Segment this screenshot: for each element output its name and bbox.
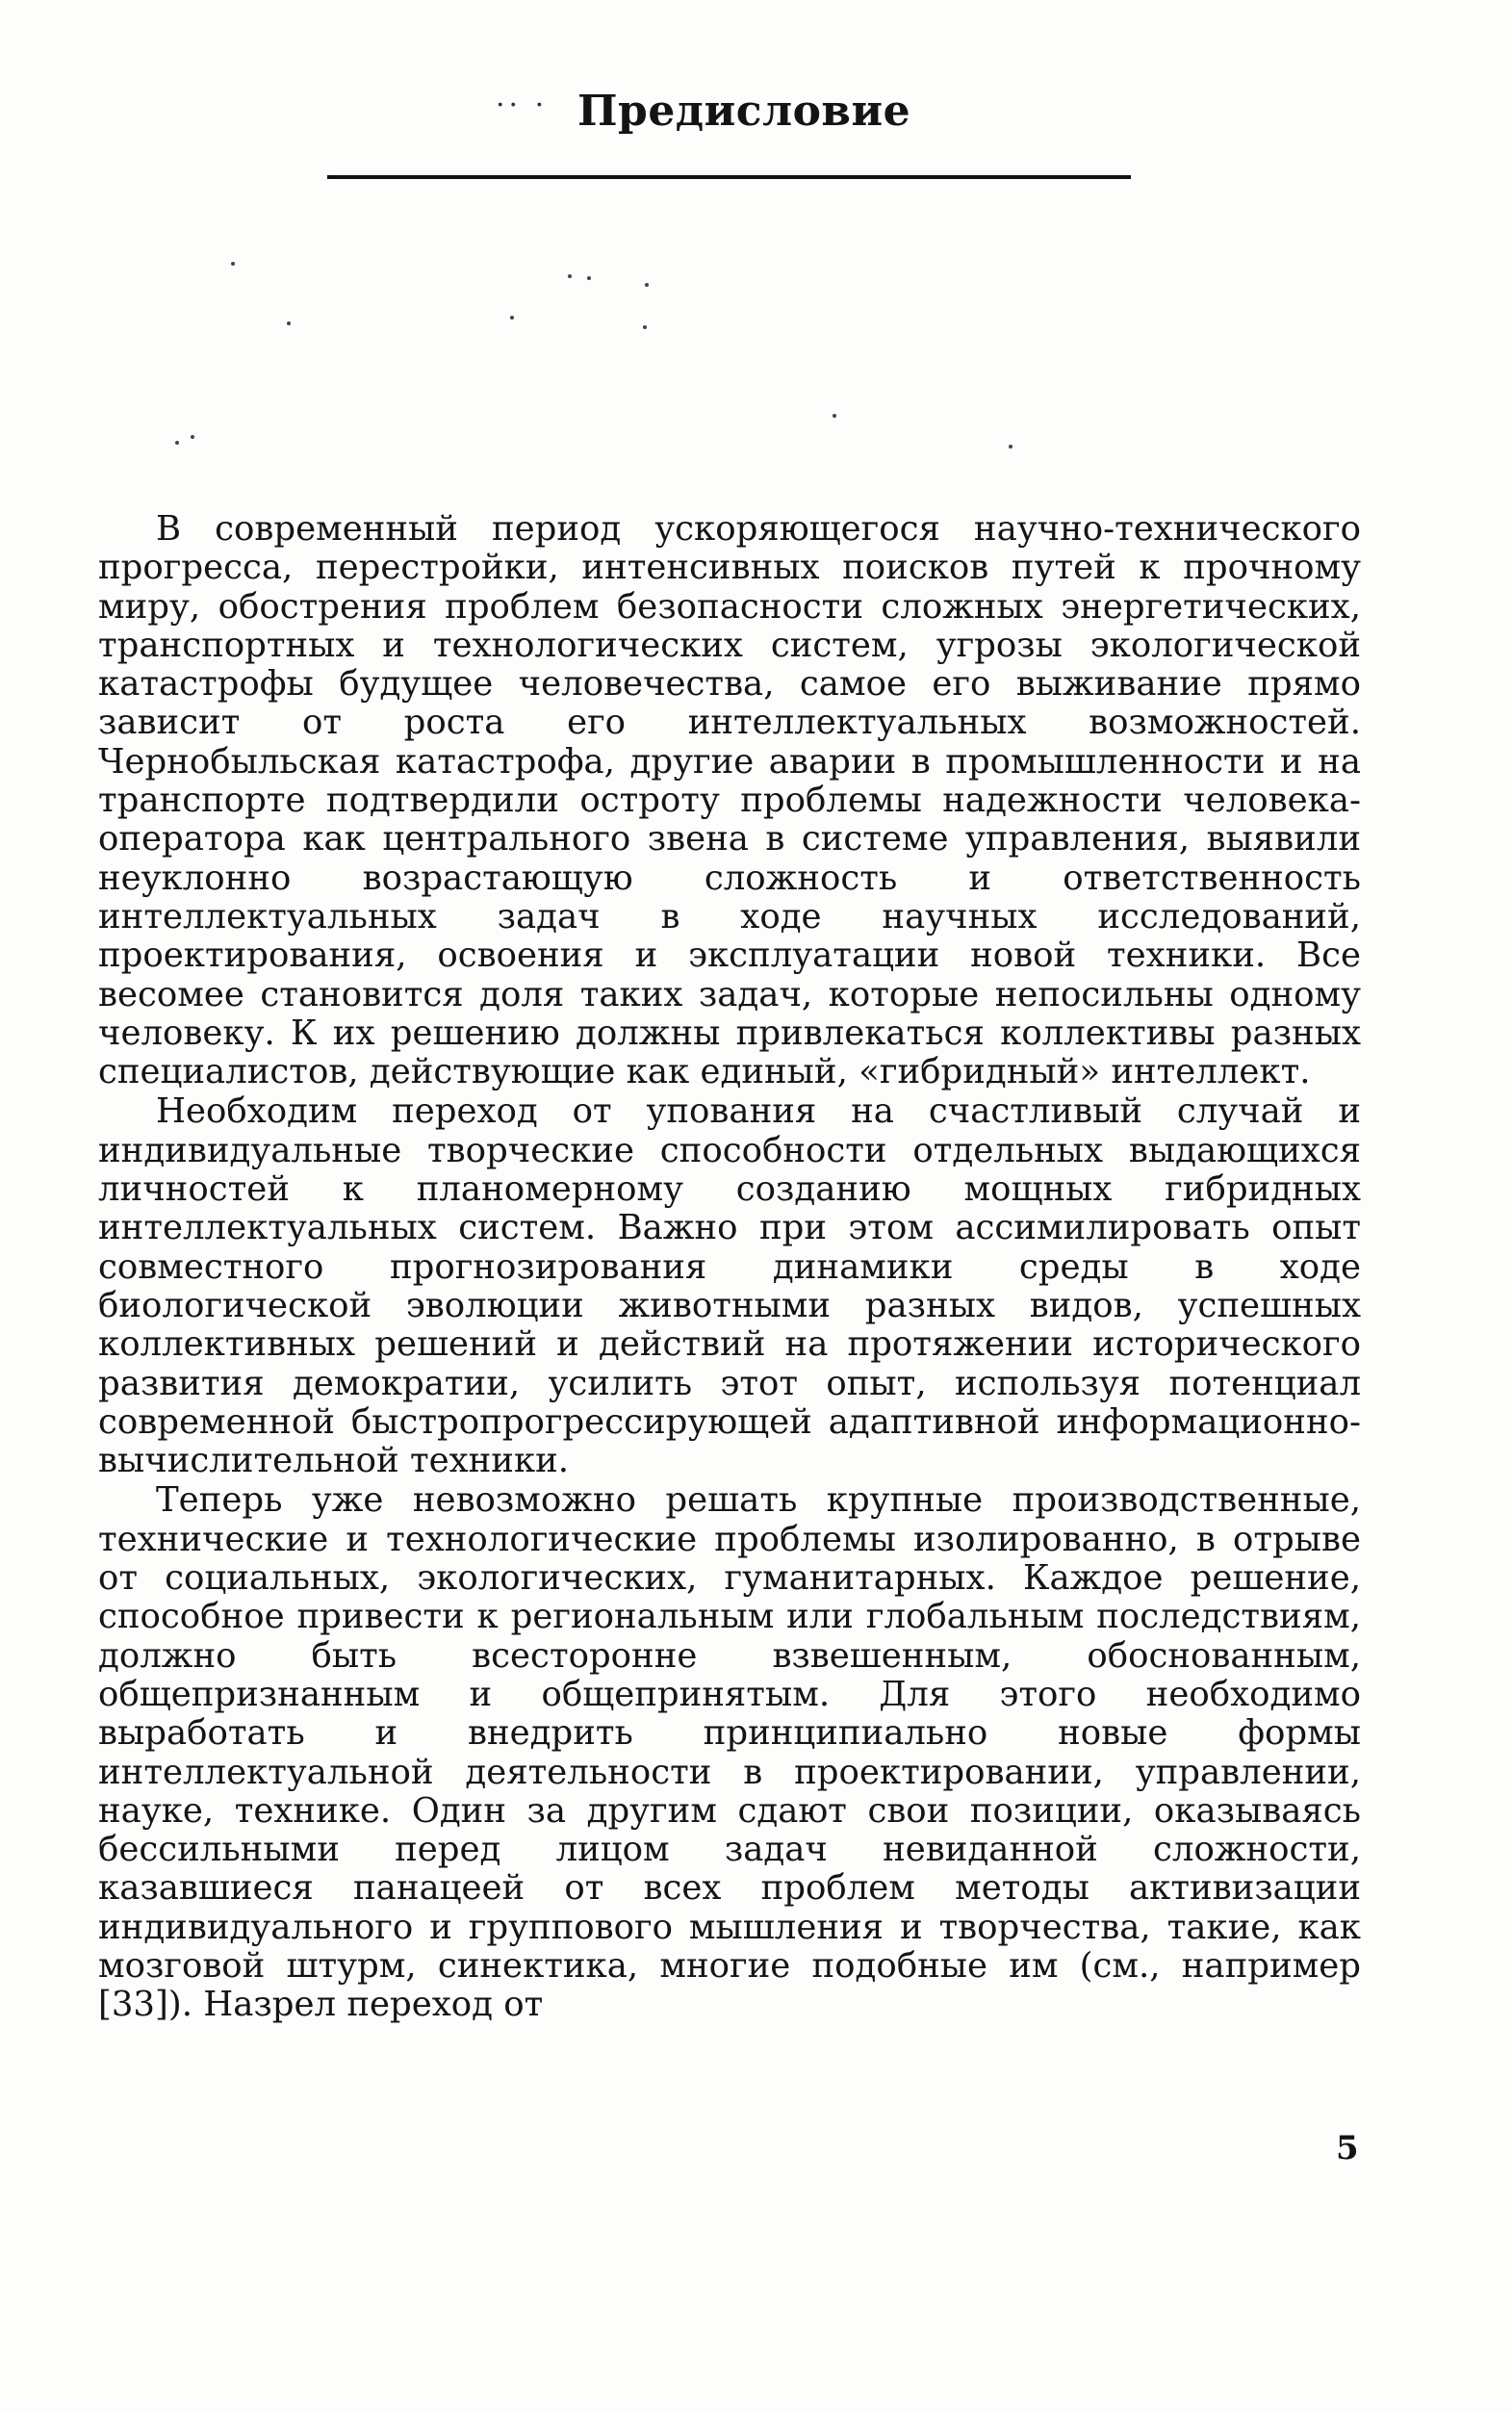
- body-text: [98, 510, 1361, 2025]
- title-rule: [327, 175, 1131, 179]
- scan-speck: [587, 276, 591, 280]
- scan-speck: [175, 441, 179, 445]
- scan-speck: [645, 283, 649, 287]
- page-title: Предисловие: [577, 87, 911, 136]
- scan-speck: [643, 325, 647, 329]
- scan-speck: [231, 262, 235, 266]
- scan-speck: [1009, 445, 1012, 449]
- scan-speck: [191, 435, 194, 439]
- page-number: 5: [1336, 2129, 1359, 2168]
- paragraph: Необходим переход от упования на счастливый случай и индивидуальные творческие способности отдельных выдающихся личностей к планомерному созданию мощных гибридных интеллектуальных систем. Важно при этом ассимилировать опыт совместного прогнозирования динамики среды в ходе биологической эволюции животными разных видов, успешных коллективных решений и действий на протяжении исторического развития демократии, усилить этот опыт, используя потенциал современной быстропрогрессирующей адаптивной информационно-вычислительной техники.: [98, 1091, 1361, 1481]
- scan-speck: [568, 274, 572, 278]
- header-marks: ·· ·: [496, 89, 549, 122]
- scan-speck: [510, 316, 514, 320]
- scan-speck: [833, 414, 836, 418]
- paragraph: В современный период ускоряющегося научно-технического прогресса, перестройки, интенсивных поисков путей к прочному миру, обострения проблем безопасности сложных энергетических, транспортных и технологических систем, угрозы экологической катастрофы будущее человечества, самое его выживание прямо зависит от роста его интеллектуальных возможностей. Чернобыльская катастрофа, другие аварии в промышленности и на транспорте подтвердили остроту проблемы надежности человека-оператора как центрального звена в системе управления, выявили неуклонно возрастающую сложность и ответственность интеллектуальных задач в ходе научных исследований, проектирования, освоения и эксплуатации новой техники. Все весомее становится доля таких задач, которые непосильны одному человеку. К их решению должны привлекаться коллективы разных специалистов, действующие как единый, «гибридный» интеллект.: [98, 509, 1361, 1092]
- paragraph: Теперь уже невозможно решать крупные производственные, технические и технологические проблемы изолированно, в отрыве от социальных, экологических, гуманитарных. Каждое решение, способное привести к региональным или глобальным последствиям, должно быть всесторонне взвешенным, обоснованным, общепризнанным и общепринятым. Для этого необходимо выработать и внедрить принципиально новые формы интеллектуальной деятельности в проектировании, управлении, науке, технике. Один за другим сдают свои позиции, оказываясь бессильными перед лицом задач невиданной сложности, казавшиеся панацеей от всех проблем методы активизации индивидуального и группового мышления и творчества, такие, как мозговой штурм, синектика, многие подобные им (см., например [33]). Назрел переход от: [98, 1480, 1361, 2025]
- scan-speck: [287, 321, 291, 325]
